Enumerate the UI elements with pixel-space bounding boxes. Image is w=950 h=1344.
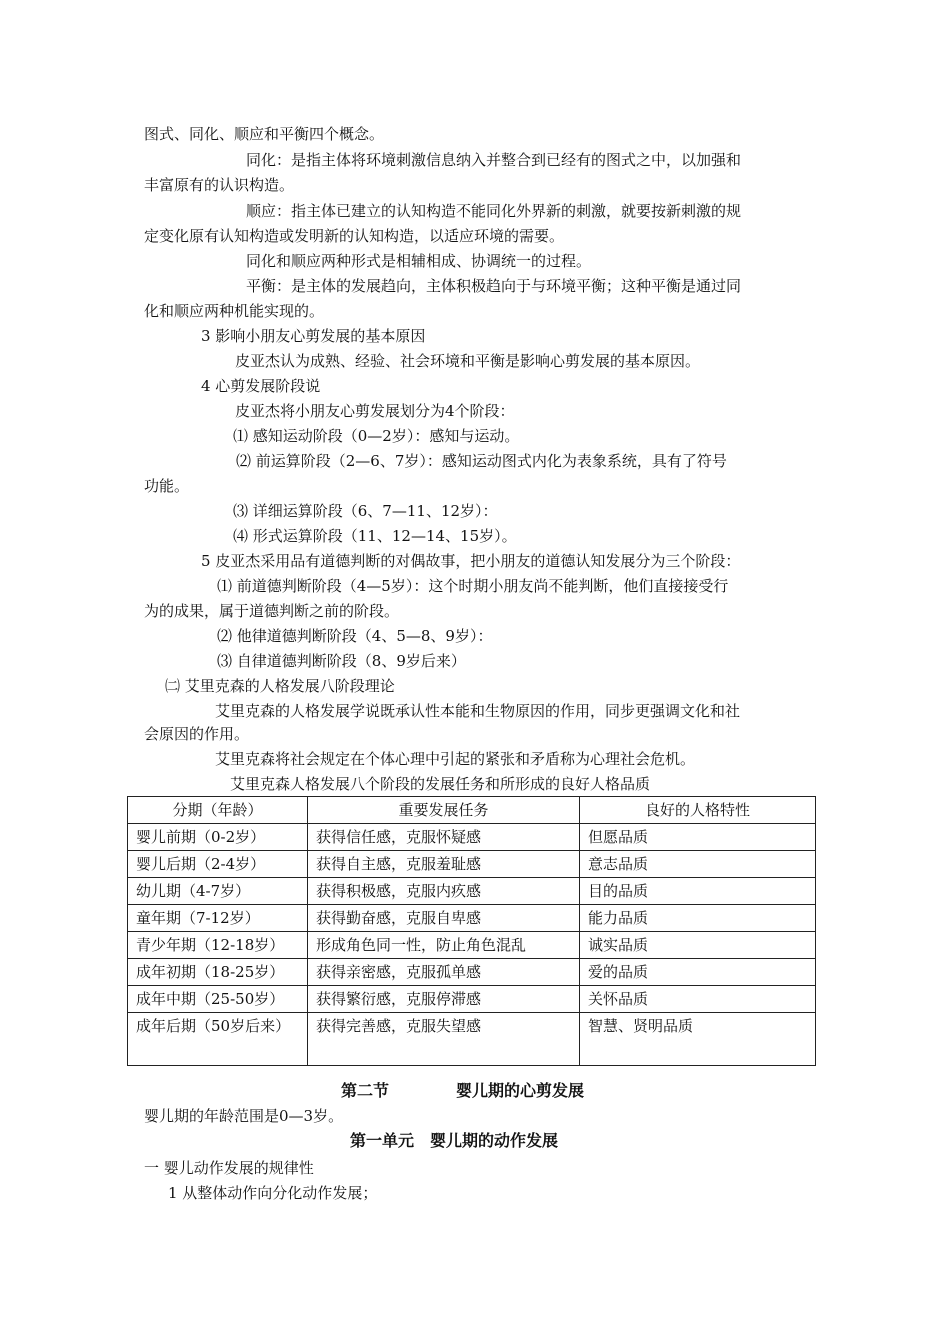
paragraph: 化和顺应两种机能实现的。 bbox=[144, 302, 325, 320]
table-cell: 诚实品质 bbox=[580, 932, 816, 959]
table-cell: 关怀品质 bbox=[580, 986, 816, 1013]
list-item: 为的成果，属于道德判断之前的阶段。 bbox=[144, 602, 400, 620]
table-row bbox=[128, 824, 816, 851]
section-title-number: 第二节 bbox=[341, 1081, 390, 1100]
list-item: ⑶ 详细运算阶段（6、7—11、12岁）： bbox=[233, 502, 498, 520]
section-heading: 5 皮亚杰采用品有道德判断的对偶故事，把小朋友的道德认知发展分为三个阶段： bbox=[201, 552, 741, 570]
table-row bbox=[128, 905, 816, 932]
table-cell: 婴儿后期（2-4岁） bbox=[128, 851, 308, 878]
table-cell: 获得勤奋感，克服自卑感 bbox=[308, 905, 580, 932]
table-cell: 童年期（7-12岁） bbox=[128, 905, 308, 932]
paragraph: 同化：是指主体将环境刺激信息纳入并整合到已经有的图式之中，以加强和 bbox=[246, 151, 742, 169]
table-cell: 目的品质 bbox=[580, 878, 816, 905]
column-header: 重要发展任务 bbox=[308, 797, 580, 824]
paragraph: 婴儿期的年龄范围是0—3岁。 bbox=[144, 1107, 344, 1125]
list-item: ⑷ 形式运算阶段（11、12—14、15岁）。 bbox=[233, 527, 517, 545]
list-item: ⑵ 前运算阶段（2—6、7岁）：感知运动图式内化为表象系统，具有了符号 bbox=[236, 452, 727, 470]
paragraph: 平衡：是主体的发展趋向，主体积极趋向于与环境平衡；这种平衡是通过同 bbox=[246, 277, 742, 295]
table-cell: 形成角色同一性，防止角色混乱 bbox=[308, 932, 580, 959]
erikson-stages-table bbox=[127, 796, 816, 1066]
section-heading: 4 心剪发展阶段说 bbox=[201, 377, 321, 395]
paragraph: 皮亚杰认为成熟、经验、社会环境和平衡是影响心剪发展的基本原因。 bbox=[235, 352, 701, 370]
paragraph: 顺应：指主体已建立的认知构造不能同化外界新的刺激，就要按新刺激的规 bbox=[246, 202, 742, 220]
list-item: 1 从整体动作向分化动作发展； bbox=[168, 1184, 378, 1202]
table-cell: 获得自主感，克服羞耻感 bbox=[308, 851, 580, 878]
table-row bbox=[128, 851, 816, 878]
table-row bbox=[128, 878, 816, 905]
table-cell: 成年后期（50岁后来） bbox=[128, 1013, 308, 1066]
table-cell: 青少年期（12-18岁） bbox=[128, 932, 308, 959]
table-cell: 意志品质 bbox=[580, 851, 816, 878]
paragraph: 皮亚杰将小朋友心剪发展划分为4个阶段： bbox=[235, 402, 515, 420]
list-item: ⑴ 前道德判断阶段（4—5岁）：这个时期小朋友尚不能判断，他们直接接受行 bbox=[217, 577, 729, 595]
section-heading: 3 影响小朋友心剪发展的基本原因 bbox=[201, 327, 426, 345]
table-row bbox=[128, 1013, 816, 1066]
table-cell: 获得积极感，克服内疚感 bbox=[308, 878, 580, 905]
list-item: ⑶ 自律道德判断阶段（8、9岁后来） bbox=[217, 652, 466, 670]
section-title: 婴儿期的心剪发展 bbox=[456, 1081, 585, 1100]
table-row bbox=[128, 986, 816, 1013]
table-cell: 爱的品质 bbox=[580, 959, 816, 986]
section-heading: ㈡ 艾里克森的人格发展八阶段理论 bbox=[165, 677, 395, 695]
paragraph: 图式、同化、顺应和平衡四个概念。 bbox=[144, 125, 385, 143]
table-header-row bbox=[128, 797, 816, 824]
paragraph: 会原因的作用。 bbox=[144, 725, 250, 743]
list-item: 功能。 bbox=[144, 477, 190, 495]
list-item: ⑴ 感知运动阶段（0—2岁）：感知与运动。 bbox=[233, 427, 520, 445]
list-item: ⑵ 他律道德判断阶段（4、5—8、9岁）： bbox=[217, 627, 493, 645]
unit-title: 第一单元 婴儿期的动作发展 bbox=[350, 1131, 559, 1150]
table-cell: 获得完善感，克服失望感 bbox=[308, 1013, 580, 1066]
table-cell: 能力品质 bbox=[580, 905, 816, 932]
paragraph: 艾里克森将社会规定在个体心理中引起的紧张和矛盾称为心理社会危机。 bbox=[215, 750, 696, 768]
table-cell: 但愿品质 bbox=[580, 824, 816, 851]
table-cell: 获得亲密感，克服孤单感 bbox=[308, 959, 580, 986]
table-cell: 智慧、贤明品质 bbox=[580, 1013, 816, 1066]
column-header: 良好的人格特性 bbox=[580, 797, 816, 824]
table-caption: 艾里克森人格发展八个阶段的发展任务和所形成的良好人格品质 bbox=[230, 775, 651, 793]
table-row bbox=[128, 932, 816, 959]
table-cell: 成年初期（18-25岁） bbox=[128, 959, 308, 986]
table-cell: 获得信任感，克服怀疑感 bbox=[308, 824, 580, 851]
subsection-heading: 一 婴儿动作发展的规律性 bbox=[144, 1159, 314, 1177]
table-cell: 婴儿前期（0-2岁） bbox=[128, 824, 308, 851]
paragraph: 定变化原有认知构造或发明新的认知构造，以适应环境的需要。 bbox=[144, 227, 565, 245]
table-cell: 成年中期（25-50岁） bbox=[128, 986, 308, 1013]
table-cell: 获得繁衍感，克服停滞感 bbox=[308, 986, 580, 1013]
table-cell: 幼儿期（4-7岁） bbox=[128, 878, 308, 905]
table-row bbox=[128, 959, 816, 986]
paragraph: 丰富原有的认识构造。 bbox=[144, 176, 295, 194]
paragraph: 艾里克森的人格发展学说既承认性本能和生物原因的作用，同步更强调文化和社 bbox=[215, 702, 741, 720]
column-header: 分期（年龄） bbox=[128, 797, 308, 824]
paragraph: 同化和顺应两种形式是相辅相成、协调统一的过程。 bbox=[246, 252, 592, 270]
